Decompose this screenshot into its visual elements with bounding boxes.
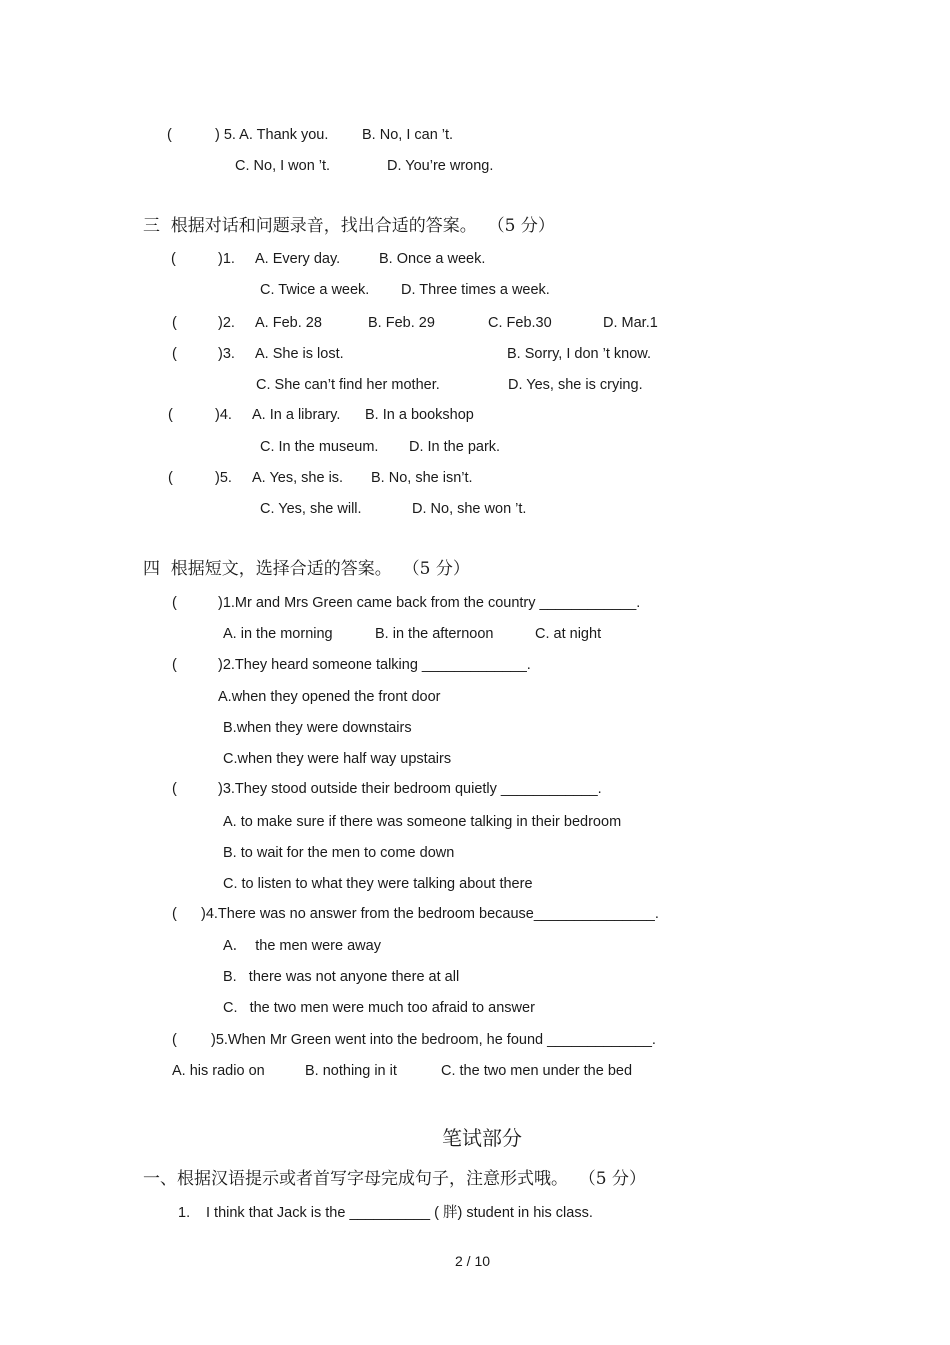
question-option-a: A. She is lost. xyxy=(255,346,344,362)
answer-paren: ( xyxy=(172,1032,177,1048)
question-option-d: D. Yes, she is crying. xyxy=(508,377,643,393)
question-number: )3. xyxy=(218,346,235,362)
question-option-d: D. Three times a week. xyxy=(401,282,550,298)
question-option-c: C. Feb.30 xyxy=(488,315,552,331)
page-title: 笔试部分 xyxy=(442,1126,522,1150)
question-stem: )4.There was no answer from the bedroom because_______________. xyxy=(201,906,659,922)
question-stem: )2.They heard someone talking _____________. xyxy=(218,657,531,673)
question-option-b: B. Once a week. xyxy=(379,251,486,267)
question-stem: )5.When Mr Green went into the bedroom, he found _____________. xyxy=(211,1032,656,1048)
answer-paren: ( xyxy=(172,595,177,611)
question-option-b: B. there was not anyone there at all xyxy=(223,969,460,985)
question-option-a: A． the men were away xyxy=(223,938,381,954)
question-option-d: D. No, she won ’t. xyxy=(412,501,527,517)
question-option-d: D. Mar.1 xyxy=(603,315,658,331)
question-option-c: C. No, I won ’t. xyxy=(235,158,331,174)
section-heading: 三 根据对话和问题录音，找出合适的答案。 （5 分） xyxy=(143,216,555,236)
answer-paren: ( xyxy=(172,781,177,797)
question-stem: )3.They stood outside their bedroom quietly ____________. xyxy=(218,781,602,797)
answer-paren: ( xyxy=(171,251,176,267)
question-option-b: B.when they were downstairs xyxy=(223,720,412,736)
answer-paren: ( xyxy=(172,906,177,922)
question-option-c: C. the two men under the bed xyxy=(441,1063,633,1079)
answer-paren: ( xyxy=(168,470,173,486)
answer-paren: ( xyxy=(172,315,177,331)
question-option-a: A. in the morning xyxy=(223,626,333,642)
question-option-b: B. nothing in it xyxy=(305,1063,397,1079)
question-option-b: B. No, I can ’t. xyxy=(362,127,454,143)
question-number: 1. xyxy=(178,1205,191,1221)
question-option-c: C. She can’t find her mother. xyxy=(256,377,440,393)
question-option-b: B. No, she isn’t. xyxy=(371,470,473,486)
question-stem: I think that Jack is the __________ ( 胖) student in his class. xyxy=(206,1205,593,1221)
question-option-c: C. Twice a week. xyxy=(260,282,370,298)
question-stem: )1.Mr and Mrs Green came back from the country ____________. xyxy=(218,595,641,611)
question-option-a: A. to make sure if there was someone talking in their bedroom xyxy=(223,814,622,830)
question-option-c: C. Yes, she will. xyxy=(260,501,362,517)
question-option-c: C. In the museum. xyxy=(260,439,379,455)
question-option-a: A. In a library. xyxy=(252,407,341,423)
question-option-d: D. In the park. xyxy=(409,439,501,455)
answer-paren: ( xyxy=(172,346,177,362)
question-option-c: C. at night xyxy=(535,626,602,642)
question-option-b: B. Feb. 29 xyxy=(368,315,435,331)
question-option-b: B. In a bookshop xyxy=(365,407,474,423)
answer-paren: ( xyxy=(168,407,173,423)
question-number: )5. xyxy=(215,470,232,486)
question-option-c: C.when they were half way upstairs xyxy=(223,751,452,767)
question-option-b: B. in the afternoon xyxy=(375,626,494,642)
question-option-a: A. Every day. xyxy=(255,251,341,267)
page-number: 2 / 10 xyxy=(455,1253,491,1269)
section-heading: 四 根据短文，选择合适的答案。 （5 分） xyxy=(143,559,470,579)
question-option-c: C. the two men were much too afraid to answer xyxy=(223,1000,535,1016)
question-option-d: D. You’re wrong. xyxy=(387,158,494,174)
question-option-a: A. his radio on xyxy=(172,1063,265,1079)
question-option-a: A.when they opened the front door xyxy=(218,689,441,705)
section-heading: 一、根据汉语提示或者首写字母完成句子，注意形式哦。 （5 分） xyxy=(143,1169,647,1189)
answer-paren: ( xyxy=(172,657,177,673)
question-option-b: B. to wait for the men to come down xyxy=(223,845,455,861)
question-option-a: A. Feb. 28 xyxy=(255,315,322,331)
question-option-b: B. Sorry, I don ’t know. xyxy=(507,346,651,362)
answer-paren: ( xyxy=(167,127,172,143)
question-option-c: C. to listen to what they were talking about there xyxy=(223,876,533,892)
question-number: )2. xyxy=(218,315,235,331)
question-number: )4. xyxy=(215,407,232,423)
question-number: )1. xyxy=(218,251,235,267)
question-option-a: ) 5. A. Thank you. xyxy=(215,127,329,143)
question-option-a: A. Yes, she is. xyxy=(252,470,344,486)
